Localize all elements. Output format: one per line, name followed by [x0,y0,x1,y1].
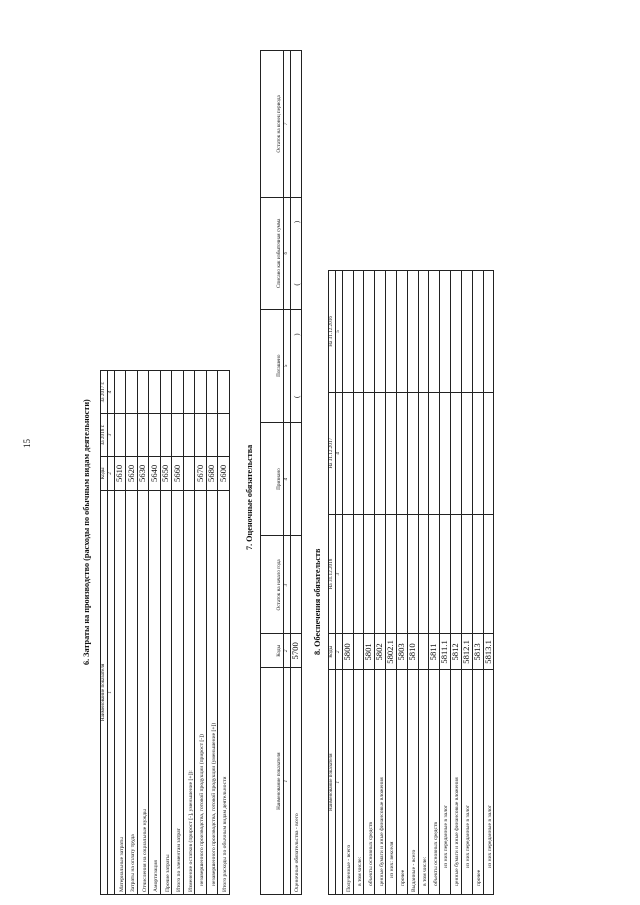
row-label: из них переданные в залог [440,670,451,895]
paren: ( [292,395,301,399]
header-recognized: Признано [261,422,284,536]
collateral-row [353,271,364,895]
value-cell [375,271,386,393]
value-cell [353,392,364,514]
row-code: 5630 [137,456,149,490]
col-index: 7 [284,51,291,198]
value-cell [461,271,472,393]
costs-row [218,371,230,895]
row-code: 5610 [114,456,126,490]
row-code: 5813 [472,634,483,670]
row-label: Итого по элементам затрат [172,490,184,894]
row-code: 5660 [172,456,184,490]
col-index: 2 [107,456,114,490]
costs-row [172,371,184,895]
row-code: 5620 [126,456,138,490]
row-label: Полученные - всего [342,670,353,895]
collateral-row [407,271,418,895]
header-repaid: Погашено [261,309,284,422]
value-cell [418,271,429,393]
row-code: 5802.1 [385,634,396,670]
value-cell [483,514,494,634]
costs-row [137,371,149,895]
value-cell [450,392,461,514]
header-2017: За 2017 г. [101,371,108,414]
value-cell [342,514,353,634]
collateral-row [396,271,407,895]
col-index: 4 [107,371,114,414]
row-label: из них переданные в залог [461,670,472,895]
value-cell [353,271,364,393]
row-label: из них: векселя [385,670,396,895]
value-cell [440,271,451,393]
value-cell [290,536,301,634]
value-cell [385,392,396,514]
row-label: из них переданные в залог [483,670,494,895]
row-label: Оценочные обязательства - всего [290,668,301,895]
value-cell [396,514,407,634]
col-index: 1 [335,670,342,895]
value-cell [396,392,407,514]
value-cell [206,413,218,456]
collateral-row [429,271,440,895]
value-cell [407,392,418,514]
row-label: Отчисления на социальные нужды [137,490,149,894]
col-index: 1 [284,668,291,895]
paren: ) [292,220,301,224]
header-indicator-name: Наименование показателя [101,490,108,894]
rotated-page-content [60,15,580,895]
row-label: Прочие затраты [160,490,172,894]
costs-row [206,371,218,895]
value-cell [172,371,184,414]
value-cell [342,271,353,393]
row-label: незавершенного производства, готовой продукции (прирост [-]) [195,490,207,894]
costs-header-row [101,371,108,895]
col-index: 5 [284,309,291,422]
header-codes: Коды [261,634,284,668]
liabilities-header-row [261,51,284,895]
value-cell [461,514,472,634]
col-index: 6 [284,197,291,309]
header-2018: За 2018 г. [101,413,108,456]
value-cell [440,392,451,514]
row-code: 5810 [407,634,418,670]
header-indicator-name: Наименование показателя [261,668,284,895]
col-index: 3 [107,413,114,456]
col-index: 1 [107,490,114,894]
value-cell [429,514,440,634]
value-cell [290,51,301,198]
value-cell [472,392,483,514]
paren: ) [292,333,301,336]
row-label: прочее [396,670,407,895]
row-label: Амортизация [149,490,161,894]
row-label: в том числе: [353,670,364,895]
row-code: 5812.1 [461,634,472,670]
collateral-row [461,271,472,895]
page-number: 15 [22,439,32,448]
row-code: 5680 [206,456,218,490]
value-cell [461,392,472,514]
value-cell [114,371,126,414]
row-code: 5600 [218,456,230,490]
row-label: Итого расходы по обычным видам деятельности [218,490,230,894]
value-cell [149,413,161,456]
value-cell [160,371,172,414]
row-code: 5640 [149,456,161,490]
header-indicator-name: Наименование показателя [329,670,336,895]
value-cell [353,514,364,634]
col-index: 4 [284,422,291,536]
value-cell [472,271,483,393]
value-cell [396,271,407,393]
header-codes: Коды [101,456,108,490]
col-index: 2 [284,634,291,668]
row-code [418,634,429,670]
value-cell [450,514,461,634]
row-code: 5650 [160,456,172,490]
value-cell [290,422,301,536]
collateral-row [342,271,353,895]
row-code: 5813.1 [483,634,494,670]
value-cell [418,392,429,514]
value-cell [149,371,161,414]
header-2017: На 31.12.2017 [329,392,336,514]
liabilities-index-row [284,51,291,895]
value-cell [137,413,149,456]
row-label: Материальные затраты [114,490,126,894]
row-code: 5811.1 [440,634,451,670]
row-code [353,634,364,670]
col-index: 3 [284,536,291,634]
value-cell-repaid [290,309,301,422]
row-code: 5812 [450,634,461,670]
liabilities-total-row [290,51,301,895]
row-label: ценные бумаги и иные финансовые вложения [375,670,386,895]
value-cell [483,392,494,514]
value-cell [429,271,440,393]
collateral-row [440,271,451,895]
value-cell [183,413,195,456]
costs-row [126,371,138,895]
section-6-title: 6. Затраты на производство (расходы по обычным видам деятельности) [82,399,91,665]
value-cell [407,271,418,393]
value-cell [172,413,184,456]
value-cell [429,392,440,514]
header-2016: На 31.12.2016 [329,271,336,393]
row-label: объекты основных средств [364,670,375,895]
value-cell [364,271,375,393]
section-7-title: 7. Оценочные обязательства [245,444,254,550]
col-index: 3 [335,514,342,634]
collateral-row [364,271,375,895]
collateral-row [483,271,494,895]
costs-index-row [107,371,114,895]
row-code: 5801 [364,634,375,670]
row-code: 5803 [396,634,407,670]
collateral-row [472,271,483,895]
section-8-title: 8. Обеспечения обязательств [313,548,322,655]
collateral-table [328,270,494,895]
value-cell [440,514,451,634]
col-index: 4 [335,392,342,514]
collateral-row [450,271,461,895]
collateral-row [418,271,429,895]
collateral-row [375,271,386,895]
value-cell [418,514,429,634]
value-cell [342,392,353,514]
value-cell [375,514,386,634]
row-code: 5700 [290,634,301,668]
col-index: 2 [335,634,342,670]
value-cell [218,371,230,414]
estimated-liabilities-table [260,50,302,895]
row-code: 5802 [375,634,386,670]
value-cell [195,371,207,414]
value-cell [364,392,375,514]
row-code: 5800 [342,634,353,670]
row-label: незавершенного производства, готовой продукции (уменьшение [+]) [206,490,218,894]
collateral-header-row [329,271,336,895]
value-cell [385,271,396,393]
value-cell [483,271,494,393]
costs-table [100,370,230,895]
value-cell [450,271,461,393]
row-label: прочее [472,670,483,895]
collateral-row [385,271,396,895]
value-cell [407,514,418,634]
costs-row [195,371,207,895]
value-cell [195,413,207,456]
value-cell [206,371,218,414]
row-label: Изменение остатков (прирост [-], уменьшение [+]): [183,490,195,894]
col-index: 5 [335,271,342,393]
row-code [183,456,195,490]
costs-row [160,371,172,895]
value-cell [137,371,149,414]
value-cell [183,371,195,414]
value-cell [375,392,386,514]
paren: ( [292,283,301,286]
row-label: в том числе: [418,670,429,895]
row-label: Выданные - всего [407,670,418,895]
header-closing-balance: Остаток на конец периода [261,51,284,198]
value-cell [218,413,230,456]
header-2018: На 31.12.2018 [329,514,336,634]
header-codes: Коды [329,634,336,670]
row-code: 5811 [429,634,440,670]
costs-row [114,371,126,895]
value-cell [472,514,483,634]
value-cell [160,413,172,456]
costs-row [149,371,161,895]
row-label: ценные бумаги и иные финансовые вложения [450,670,461,895]
row-label: объекты основных средств [429,670,440,895]
costs-row [183,371,195,895]
value-cell [385,514,396,634]
collateral-index-row [335,271,342,895]
value-cell-written-off [290,197,301,309]
row-label: Затраты на оплату труда [126,490,138,894]
row-code: 5670 [195,456,207,490]
value-cell [114,413,126,456]
value-cell [126,371,138,414]
value-cell [364,514,375,634]
header-opening-balance: Остаток на начало года [261,536,284,634]
header-written-off: Списано как избыточная сумма [261,197,284,309]
value-cell [126,413,138,456]
